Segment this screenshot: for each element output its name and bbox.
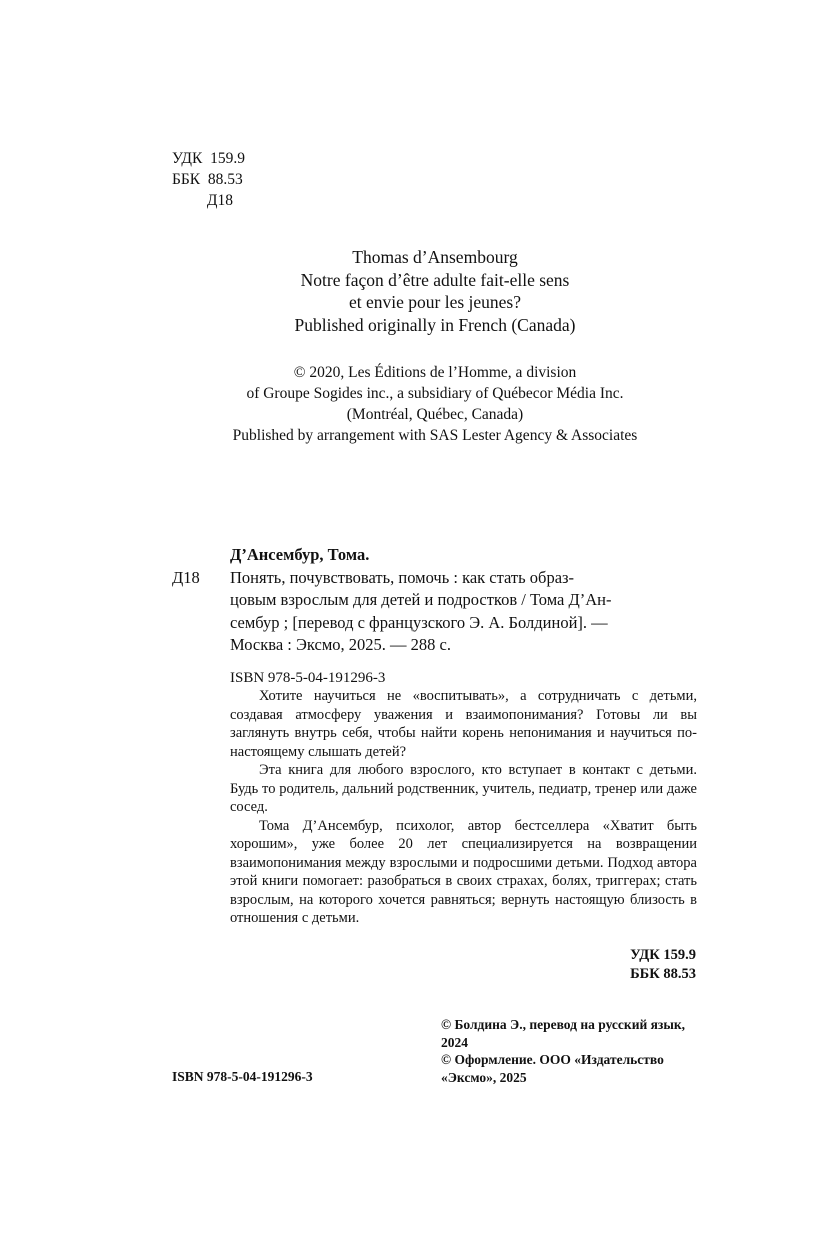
udk-code-right: УДК 159.9 — [630, 947, 696, 963]
udk-code: УДК 159.9 — [172, 150, 245, 167]
right-classification — [630, 946, 696, 983]
record-author: Д’Ансембур, Тома. — [230, 545, 370, 564]
annotation-block — [230, 687, 697, 928]
copyright-block — [441, 1016, 699, 1086]
rights-line-4: Published by arrangement with SAS Lester Agency & Associates — [232, 427, 638, 444]
record-title-line-3: сембур ; [перевод с французского Э. А. Болдиной]. — — [230, 612, 608, 632]
bbk-code-right: ББК 88.53 — [630, 965, 696, 982]
rights-line-3: (Montréal, Québec, Canada) — [346, 406, 524, 423]
rights-line-1: © 2020, Les Éditions de l’Homme, a division — [293, 364, 577, 381]
original-author: Thomas d’Ansembourg — [352, 247, 518, 267]
annotation-paragraph-3: Тома Д’Ансембур, психолог, автор бестселлера «Хватит быть хорошим», уже более 20 лет специализируется на возвращении взаимопонимания между взрослыми и подросшими детьми. Подход автора этой книги помогает: разобраться в своих страхах, болях, триггерах; стать взрослым, на которого хочется равняться; вернуть настоящую близость в отношения с детьми. — [230, 817, 697, 926]
record-author-mark: Д18 — [172, 567, 200, 587]
record-isbn: ISBN 978-5-04-191296-3 — [230, 669, 386, 686]
annotation-paragraph-1: Хотите научиться не «воспитывать», а сотрудничать с детьми, создавая атмосферу уважения и взаимопонимания? Готовы ли вы заглянуть внутрь себя, чтобы найти корень непонимания и научиться по-настоящему слышать детей? — [230, 688, 697, 760]
translation-copyright: © Болдина Э., перевод на русский язык, 2024 — [441, 1017, 686, 1050]
isbn-footer: ISBN 978-5-04-191296-3 — [172, 1069, 313, 1084]
record-title-line-2: цовым взрослым для детей и подростков / Тома Д’Ан- — [230, 590, 612, 609]
original-edition-block — [120, 246, 750, 336]
original-publication-note: Published originally in French (Canada) — [294, 314, 576, 335]
author-mark: Д18 — [172, 192, 233, 209]
classification-block — [172, 148, 245, 211]
record-imprint: Москва : Эксмо, 2025. — 288 с. — [230, 635, 451, 654]
bibliographic-record — [172, 544, 702, 689]
design-copyright: © Оформление. ООО «Издательство «Эксмо», 2025 — [441, 1052, 664, 1085]
original-title-line-2: et envie pour les jeunes? — [348, 292, 522, 312]
annotation-paragraph-2: Эта книга для любого взрослого, кто вступает в контакт с детьми. Будь то родитель, дальний родственник, учитель, педиатр, тренер или даже сосед. — [230, 762, 697, 815]
bbk-code: ББК 88.53 — [172, 171, 243, 188]
rights-line-2: of Groupe Sogides inc., a subsidiary of Québecor Média Inc. — [246, 385, 624, 402]
rights-block — [120, 362, 750, 446]
original-title-line-1: Notre façon d’être adulte fait-elle sens — [300, 269, 570, 290]
record-title-line-1: Понять, почувствовать, помочь : как стать образ- — [230, 567, 575, 587]
record-title-row — [172, 567, 702, 590]
